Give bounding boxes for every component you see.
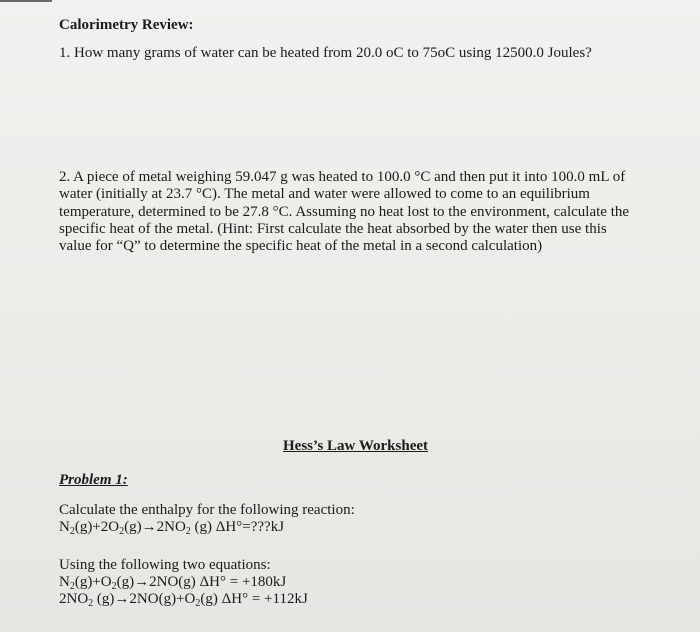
equation-2: $2NO_2$ $(g)\to 2NO(g)+O_2(g) \Delta H^\circ = +112kJ$: [59, 591, 308, 609]
calc-prompt: Calculate the enthalpy for the following reaction:: [59, 502, 355, 518]
using-prompt: Using the following two equations:: [59, 557, 271, 573]
target-reaction: $N_2(g)+2O_2(g)\to 2NO_2$ (g) ΔH°=???kJ: [59, 519, 285, 537]
hess-law-heading: Hess’s Law Worksheet: [283, 438, 429, 454]
question-2: 2. A piece of metal weighing 59.047 g was heated to 100.0 °C and then put it into 100.0 mL of water (initially at 23.7 °C). The metal and water were allowed to come to an equilibrium temperature, determined to be 27.8 °C. Assuming no heat lost to the environment, calculate the specific heat of the metal. (Hint: First calculate the heat absorbed by the water then use this value for “Q” to determine the specific heat of the metal in a second calculation): [59, 169, 630, 255]
problem-1-label: Problem 1:: [59, 472, 128, 488]
equation-1: $N_2(g)+O_2(g)\to 2NO(g) \Delta H^\circ = +180kJ$: [59, 574, 287, 592]
section-title: Calorimetry Review:: [59, 17, 194, 33]
top-edge-line: [0, 0, 52, 2]
question-1: 1. How many grams of water can be heated from 20.0 oC to 75oC using 12500.0 Joules?: [59, 45, 592, 61]
